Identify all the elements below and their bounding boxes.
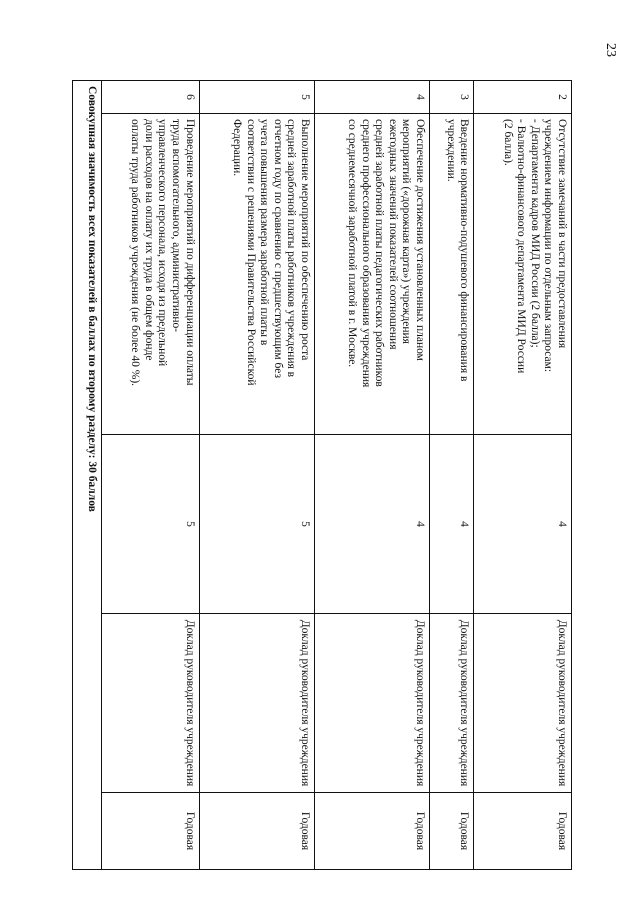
description-line: мероприятий («дорожная карта») учреждения [400,119,413,344]
indicator-description [314,114,429,435]
description-line: Федерации. [230,119,243,177]
description-line: учреждением информации по отдельным запросам: [542,119,555,373]
indicator-source: Доклад руководителя учреждения [102,614,200,793]
description-line: учета повышения размера заработной платы в [258,119,271,346]
indicator-description [199,114,314,435]
description-line: доли расходов на оплату их труда в общем фонде [142,119,155,361]
row-number: 6 [102,81,200,114]
indicator-period: Годовая [102,793,200,870]
description-line: - Валютно-финансового департамента МИД России [515,119,528,374]
description-line: (2 балла). [501,119,514,166]
rotated-table-wrapper [72,80,572,870]
total-row [73,81,102,870]
table-body [73,81,572,870]
indicator-period: Годовая [314,793,429,870]
indicator-description [102,114,200,435]
indicator-period: Годовая [199,793,314,870]
indicator-score: 5 [102,435,200,614]
description-line: средней заработной платы педагогических работников [373,119,386,387]
indicator-period: Годовая [429,793,473,870]
indicator-score: 4 [314,435,429,614]
indicator-score: 4 [429,435,473,614]
description-line: Выполнение мероприятий по обеспечению роста [298,119,311,361]
table-row [314,81,429,870]
description-line: труда вспомогательного, административно- [170,119,183,333]
description-line: Введение нормативно-подушевого финансирования в [458,119,471,382]
table-row [199,81,314,870]
description-line: отчетном году по сравнению с предшествующим без [271,119,284,378]
description-line: - Департамента кадров МИД России (2 балла); [528,119,541,348]
row-number: 5 [199,81,314,114]
indicator-score: 5 [199,435,314,614]
total-text: Совокупная значимость всех показателей в баллах по второму разделу: 30 баллов [73,81,102,870]
indicator-description [429,114,473,435]
indicator-source: Доклад руководителя учреждения [429,614,473,793]
table-row [102,81,200,870]
indicator-source: Доклад руководителя учреждения [314,614,429,793]
indicator-description [474,114,572,435]
table-row [474,81,572,870]
description-line: управленческого персонала, исходя из предельной [156,119,169,367]
indicator-score: 4 [474,435,572,614]
indicator-period: Годовая [474,793,572,870]
indicator-source: Доклад руководителя учреждения [199,614,314,793]
row-number: 4 [314,81,429,114]
description-line: оплаты труда работников учреждения (не более 40 %). [129,119,142,387]
description-line: со среднемесячной заработной платой в г. Москве. [346,119,359,368]
description-line: Обеспечение достижения установленных планом [413,119,426,361]
description-line: средней заработной платы работников учреждения в [285,119,298,378]
description-line: ежегодных значений показателей соотношения [386,119,399,350]
description-line: среднего профессионального образования учреждения [359,119,372,388]
indicator-source: Доклад руководителя учреждения [474,614,572,793]
description-line: Отсутствие замечаний в части предоставления [556,119,568,349]
description-line: учреждении. [444,119,457,182]
table-row [429,81,473,870]
page-number: 23 [603,43,618,57]
row-number: 3 [429,81,473,114]
table-rotation [72,80,572,870]
description-line: Проведение мероприятий по дифференциации оплаты [183,119,196,386]
description-line: соответствии с решениями Правительства Российской [244,119,257,386]
indicators-table [72,80,572,870]
row-number: 2 [474,81,572,114]
